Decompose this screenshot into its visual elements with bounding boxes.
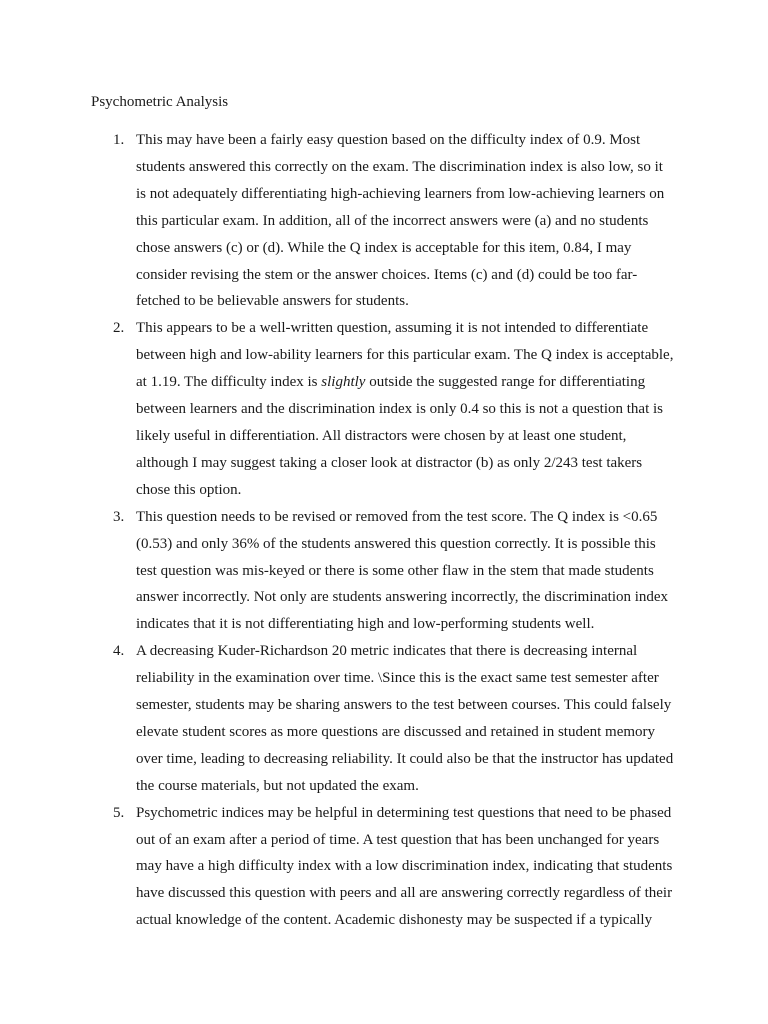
list-item-text — [136, 504, 675, 639]
list-item-text — [136, 127, 675, 315]
text-segment: This appears to be a well-written question, assuming it is not intended to differentiate between high and low-ability learners for this particular exam. The Q index is acceptable, at 1.19. The difficulty index is — [136, 320, 674, 391]
list-item — [0, 638, 675, 799]
list-item — [0, 504, 675, 639]
text-segment: This question needs to be revised or removed from the test score. The Q index is <0.65 (0.53) and only 36% of the students answered this question correctly. It is possible this test question was mis-keyed or there is some other flaw in the stem that made students answer incorrectly. Not only are students answering incorrectly, the discrimination index indicates that it is not differentiating high and low-performing students well. — [136, 508, 669, 633]
list-item-text — [136, 800, 675, 935]
numbered-list — [0, 127, 768, 934]
list-item-number: 3. — [113, 508, 125, 525]
list-item-number: 1. — [113, 132, 125, 148]
emphasized-text: slightly — [321, 374, 366, 391]
text-segment: A decreasing Kuder-Richardson 20 metric indicates that there is decreasing internal reliability in the examination over time. \Since this is the exact same test semester after semester, students may be sharing answers to the test between courses. This could falsely elevate student scores as more questions are discussed and retained in student memory over time, leading to decreasing reliability. It could also be that the instructor has updated the course materials, but not updated the exam. — [136, 643, 674, 794]
list-item-number: 2. — [113, 320, 125, 337]
text-segment: This may have been a fairly easy question based on the difficulty index of 0.9. Most students answered this correctly on the exam. The discrimination index is also low, so it is not adequately differentiating high-achieving learners from low-achieving learners on this particular exam. In addition, all of the incorrect answers were (a) and no students chose answers (c) or (d). While the Q index is acceptable for this item, 0.84, I may consider revising the stem or the answer choices. Items (c) and (d) could be too far-fetched to be believable answers for students. — [136, 132, 665, 310]
list-item-text — [136, 638, 675, 799]
text-segment: outside the suggested range for differentiating between learners and the discrimination index is only 0.4 so this is not a question that is likely useful in differentiation. All distractors were chosen by at least one student, although I may suggest taking a closer look at distractor (b) as only 2/243 test takers chose this option. — [136, 374, 663, 498]
list-item — [0, 127, 675, 315]
list-item-number: 5. — [113, 804, 125, 821]
text-segment: Psychometric indices may be helpful in determining test questions that need to be phased out of an exam after a period of time. A test question that has been unchanged for years may have a high difficulty index with a low discrimination index, indicating that students have discussed this question with peers and all are answering correctly regardless of their actual knowledge of the content. Academic dishonesty may be suspected if a typically — [136, 804, 673, 929]
page-title: Psychometric Analysis — [91, 94, 229, 110]
list-item-text — [136, 315, 675, 503]
list-item — [0, 800, 675, 935]
list-item-number: 4. — [113, 643, 125, 660]
list-item — [0, 315, 675, 503]
